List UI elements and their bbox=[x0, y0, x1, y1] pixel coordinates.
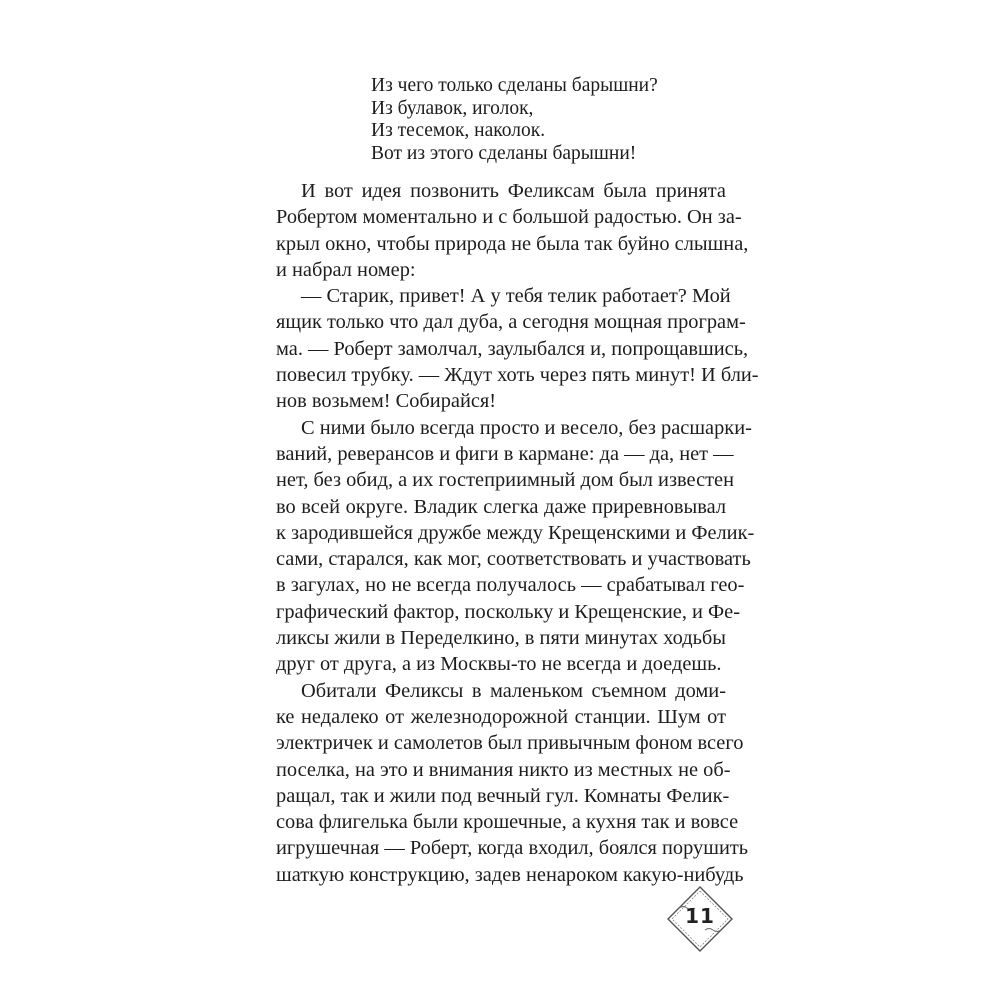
text-line: сами, старался, как мог, соответствовать и участвовать bbox=[276, 548, 751, 571]
paragraph-first-line: Обитали Феликсы в маленьком съемном доми- bbox=[301, 679, 726, 702]
text-line: к зародившейся дружбе между Крещенскими и Фелик- bbox=[276, 521, 755, 544]
verse-line: Из тесемок, наколок. bbox=[371, 120, 546, 141]
text-line: ращал, так и жили под вечный гул. Комнаты Фелик- bbox=[276, 784, 730, 807]
text-line: ящик только что дал дуба, а сегодня мощная програм- bbox=[276, 311, 746, 334]
text-line: сова флигелька были крошечные, а кухня так и вовсе bbox=[276, 811, 739, 834]
text-line: игрушечная — Роберт, когда входил, боялся порушить bbox=[276, 837, 749, 860]
text-line: нет, без обид, а их гостеприимный дом был известен bbox=[276, 469, 735, 492]
text-line: нов возьмем! Собирайся! bbox=[276, 390, 497, 413]
text-line: ке недалеко от железнодорожной станции. Шум от bbox=[276, 705, 726, 728]
text-line: повесил трубку. — Ждут хоть через пять минут! И бли- bbox=[276, 364, 759, 387]
page-number-badge bbox=[665, 884, 735, 954]
paragraph-first-line: — Старик, привет! А у тебя телик работает? Мой bbox=[301, 285, 731, 308]
verse-line: Из чего только сделаны барышни? bbox=[371, 75, 658, 96]
verse-line: Из булавок, иголок, bbox=[371, 97, 534, 119]
text-line: Робертом моментально и с большой радостью. Он за- bbox=[276, 206, 742, 229]
text-line: ма. — Роберт замолчал, заулыбался и, попрощавшись, bbox=[276, 337, 749, 360]
text-line: электричек и самолетов был привычным фоном всего bbox=[276, 732, 744, 755]
page-number: 11 bbox=[685, 904, 715, 928]
paragraph-first-line: И вот идея позвонить Феликсам была принята bbox=[301, 180, 726, 202]
text-line: друг от друга, а из Москвы-то не всегда и доедешь. bbox=[276, 653, 722, 676]
verse-epigraph bbox=[371, 75, 771, 165]
text-line: крыл окно, чтобы природа не была так буйно слышна, bbox=[276, 232, 749, 255]
verse-line: Вот из этого сделаны барышни! bbox=[371, 142, 637, 164]
paragraph-first-line: С ними было всегда просто и весело, без расшарки- bbox=[301, 416, 752, 439]
text-line: графический фактор, поскольку и Крещенские, и Фе- bbox=[276, 600, 740, 623]
text-line: в загулах, но не всегда получалось — срабатывал гео- bbox=[276, 574, 745, 597]
text-line: поселка, на это и внимания никто из местных не об- bbox=[276, 758, 731, 781]
text-line: ваний, реверансов и фиги в кармане: да — да, нет — bbox=[276, 442, 734, 465]
text-line: во всей округе. Владик слегка даже приревновывал bbox=[276, 495, 726, 518]
text-line: и набрал номер: bbox=[276, 258, 416, 281]
text-line: ликсы жили в Переделкино, в пяти минутах ходьбы bbox=[276, 627, 726, 650]
body-text bbox=[276, 178, 759, 888]
text-line: шаткую конструкцию, задев ненароком какую-нибудь bbox=[276, 863, 744, 886]
